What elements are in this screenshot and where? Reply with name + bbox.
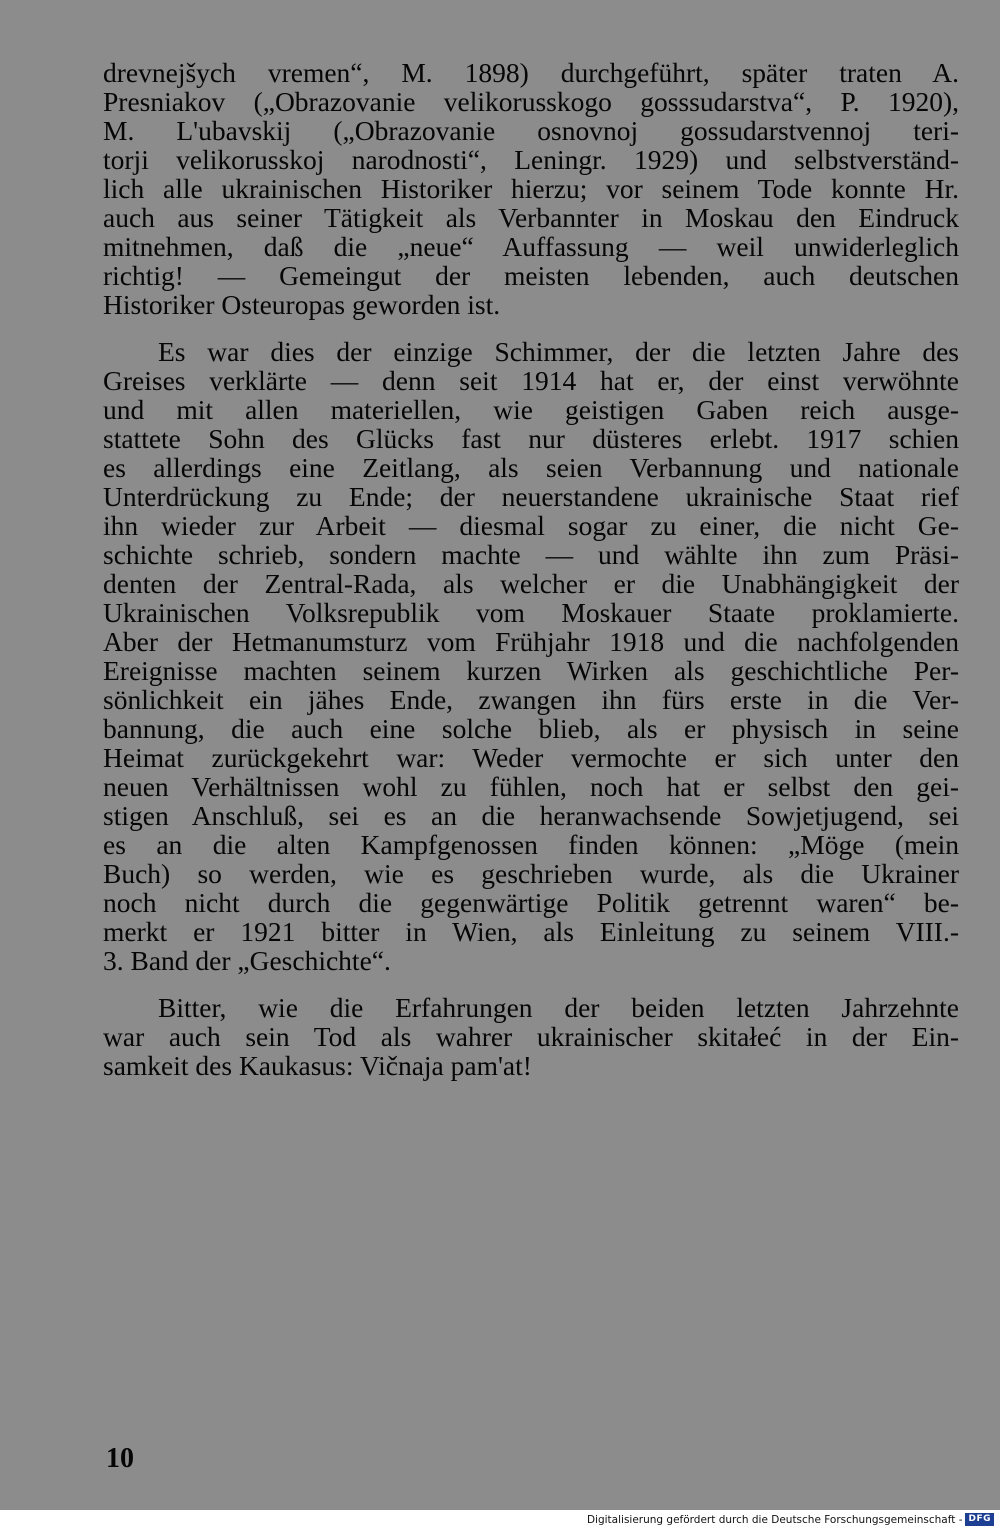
- text-line: Unterdrückung zu Ende; der neuerstandene ukrainische Staat rief: [103, 481, 959, 512]
- text-line: stigen Anschluß, sei es an die heranwachsende Sowjetjugend, sei: [103, 800, 959, 831]
- funding-note: Digitalisierung gefördert durch die Deutsche Forschungsgemeinschaft -: [586, 1513, 963, 1526]
- paragraph: [103, 337, 959, 975]
- text-line: richtig! — Gemeingut der meisten lebenden, auch deutschen: [103, 260, 959, 291]
- text-line: sönlichkeit ein jähes Ende, zwangen ihn fürs erste in die Ver-: [103, 684, 959, 715]
- text-line: Buch) so werden, wie es geschrieben wurde, als die Ukrainer: [103, 858, 959, 889]
- text-line: Presniakov („Obrazovanie velikorusskogo gosssudarstva“, P. 1920),: [103, 86, 959, 117]
- text-line: Bitter, wie die Erfahrungen der beiden letzten Jahrzehnte: [158, 992, 959, 1023]
- text-line: Heimat zurückgekehrt war: Weder vermochte er sich unter den: [103, 742, 959, 773]
- text-line: Greises verklärte — denn seit 1914 hat er, der einst verwöhnte: [103, 365, 959, 396]
- dfg-logo: DFG: [965, 1513, 994, 1526]
- text-line: mitnehmen, daß die „neue“ Auffassung — weil unwiderleglich: [103, 231, 959, 262]
- text-line: neuen Verhältnissen wohl zu fühlen, noch hat er selbst den gei-: [103, 771, 959, 802]
- text-line: schichte schrieb, sondern machte — und wählte ihn zum Präsi-: [103, 539, 959, 570]
- text-line: 3. Band der „Geschichte“.: [103, 945, 391, 976]
- body-text: [103, 58, 959, 1080]
- text-line: samkeit des Kaukasus: Vičnaja pam'at!: [103, 1050, 532, 1081]
- text-line: es an die alten Kampfgenossen finden können: „Möge (mein: [103, 829, 959, 860]
- text-line: auch aus seiner Tätigkeit als Verbannter in Moskau den Eindruck: [103, 202, 959, 233]
- text-line: merkt er 1921 bitter in Wien, als Einleitung zu seinem VIII.-: [103, 916, 959, 947]
- text-line: noch nicht durch die gegenwärtige Politik getrennt waren“ be-: [103, 887, 959, 918]
- text-line: M. L'ubavskij („Obrazovanie osnovnoj gossudarstvennoj teri-: [103, 115, 959, 146]
- paragraph-gap: [103, 319, 959, 337]
- paragraph-gap: [103, 975, 959, 993]
- paragraph: [103, 58, 959, 319]
- text-line: denten der Zentral-Rada, als welcher er die Unabhängigkeit der: [103, 568, 959, 599]
- text-line: es allerdings eine Zeitlang, als seien Verbannung und nationale: [103, 452, 959, 483]
- text-line: war auch sein Tod als wahrer ukrainischer skitałeć in der Ein-: [103, 1021, 959, 1052]
- text-line: Historiker Osteuropas geworden ist.: [103, 289, 501, 320]
- text-line: Ereignisse machten seinem kurzen Wirken als geschichtliche Per-: [103, 655, 959, 686]
- text-line: Aber der Hetmanumsturz vom Frühjahr 1918 und die nachfolgenden: [103, 626, 959, 657]
- text-line: torji velikorusskoj narodnosti“, Leningr. 1929) und selbstverständ-: [103, 144, 959, 175]
- text-line: drevnejšych vremen“, M. 1898) durchgeführt, später traten A.: [103, 57, 959, 88]
- text-line: stattete Sohn des Glücks fast nur düsteres erlebt. 1917 schien: [103, 423, 959, 454]
- page-number: 10: [106, 1443, 134, 1474]
- digitization-footer: [587, 1511, 994, 1528]
- text-line: und mit allen materiellen, wie geistigen Gaben reich ausge-: [103, 394, 959, 425]
- text-line: Ukrainischen Volksrepublik vom Moskauer Staate proklamierte.: [103, 597, 959, 628]
- paragraph: [103, 993, 959, 1080]
- text-line: lich alle ukrainischen Historiker hierzu; vor seinem Tode konnte Hr.: [103, 173, 959, 204]
- text-line: Es war dies der einzige Schimmer, der die letzten Jahre des: [158, 336, 959, 367]
- text-line: ihn wieder zur Arbeit — diesmal sogar zu einer, die nicht Ge-: [103, 510, 959, 541]
- text-line: bannung, die auch eine solche blieb, als er physisch in seine: [103, 713, 959, 744]
